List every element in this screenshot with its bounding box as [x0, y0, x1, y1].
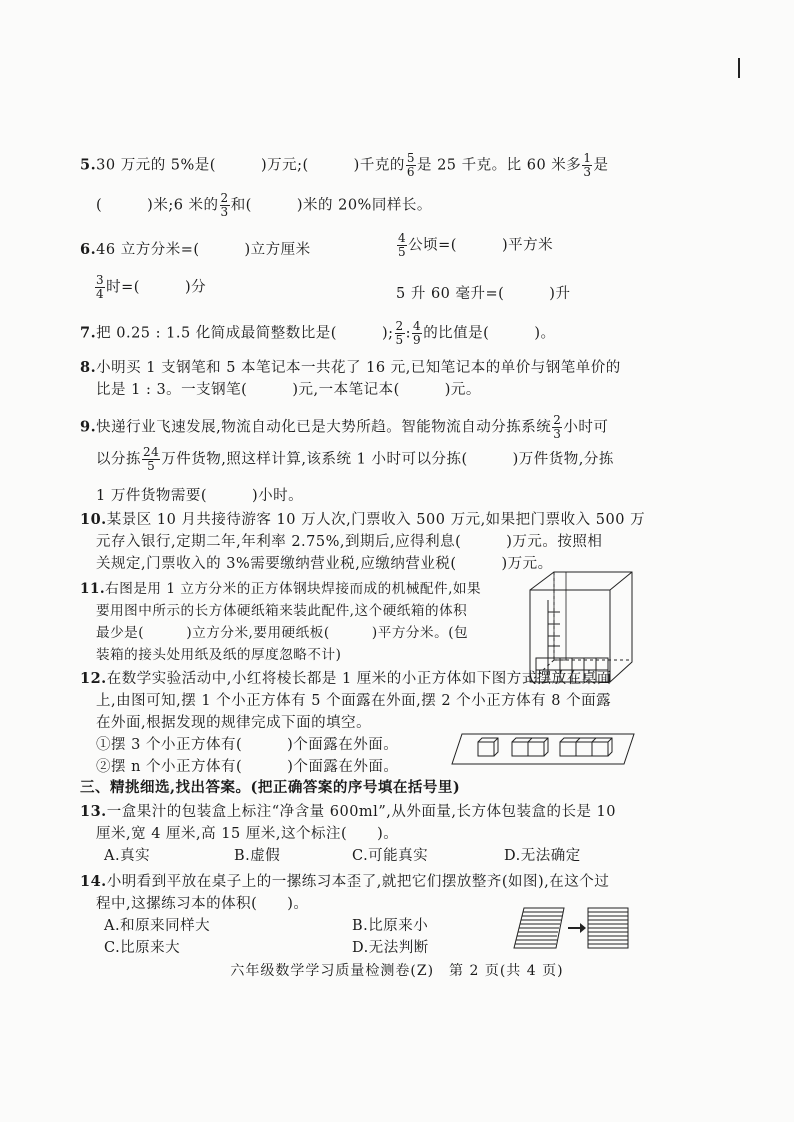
- q9-line2: 以分拣 $\frac{24}{5}$ 万件货物,照这样计算,该系统 1 小时可以分拣( )万件货物,分拣: [96, 445, 614, 473]
- q12-line2: 上,由图可知,摆 1 个小正方体有 5 个面露在外面,摆 2 个小正方体有 8 个面露: [96, 693, 612, 709]
- fraction: $\frac{24}{5}$: [143, 445, 160, 473]
- q5-line1: 5.30 万元的 5%是( )万元;( )千克的 $\frac{5}{6}$ 是 25 千克。比 60 米多 $\frac{1}{3}$ 是: [80, 151, 609, 179]
- q12-line1: 12.在数学实验活动中,小红将棱长都是 1 厘米的小正方体如下图方式摆放在桌面: [80, 670, 612, 687]
- q13-line2: 厘米,宽 4 厘米,高 15 厘米,这个标注( )。: [96, 826, 399, 842]
- scan-mark: [738, 58, 740, 78]
- q14-option-c[interactable]: C.比原来大: [104, 940, 181, 956]
- fraction: $\frac{2}{3}$: [220, 191, 229, 219]
- q14-option-a[interactable]: A.和原来同样大: [104, 918, 211, 934]
- q6-d: 5 升 60 毫升=( )升: [396, 286, 571, 302]
- q12-sub2: ②摆 n 个小正方体有( )个面露在外面。: [96, 759, 399, 775]
- section-3-heading: 三、精挑细选,找出答案。(把正确答案的序号填在括号里): [80, 779, 461, 796]
- q6-c: $\frac{3}{4}$ 时=( )分: [96, 273, 207, 301]
- q12-line3: 在外面,根据发现的规律完成下面的填空。: [96, 715, 372, 731]
- q13-option-c[interactable]: C.可能真实: [352, 848, 429, 864]
- q11-line2: 要用图中所示的长方体硬纸箱来装此配件,这个硬纸箱的体积: [96, 603, 468, 619]
- fraction: $\frac{1}{3}$: [583, 151, 592, 179]
- q14-line1: 14.小明看到平放在桌子上的一摞练习本歪了,就把它们摆放整齐(如图),在这个过: [80, 873, 610, 890]
- fraction: $\frac{4}{9}$: [413, 319, 422, 347]
- q13-option-d[interactable]: D.无法确定: [504, 848, 581, 864]
- q11-line3: 最少是( )立方分米,要用硬纸板( )平方分米。(包: [96, 625, 469, 641]
- fraction: $\frac{5}{6}$: [406, 151, 415, 179]
- q12-sub1: ①摆 3 个小正方体有( )个面露在外面。: [96, 737, 399, 753]
- q13-line1: 13.一盒果汁的包装盒上标注“净含量 600ml”,从外面量,长方体包装盒的长是 10: [80, 803, 617, 820]
- fraction: $\frac{2}{5}$: [395, 319, 404, 347]
- q6-a: 6.46 立方分米=( )立方厘米: [80, 241, 311, 258]
- fraction: $\frac{2}{3}$: [553, 413, 562, 441]
- q13-option-b[interactable]: B.虚假: [234, 848, 281, 864]
- q7-line: 7.把 0.25 : 1.5 化简成最简整数比是( ); $\frac{2}{5}$ : $\frac{4}{9}$ 的比值是( )。: [80, 319, 556, 347]
- q10-line1: 10.某景区 10 月共接待游客 10 万人次,门票收入 500 万元,如果把门票收入 500 万: [80, 511, 646, 528]
- q8-line1: 8.小明买 1 支钢笔和 5 本笔记本一共花了 16 元,已知笔记本的单价与钢笔单价的: [80, 359, 621, 376]
- q9-line1: 9.快递行业飞速发展,物流自动化已是大势所趋。智能物流自动分拣系统 $\frac{2}{3}$ 小时可: [80, 413, 609, 441]
- fraction: $\frac{3}{4}$: [96, 273, 105, 301]
- cubes-figure: [450, 728, 636, 768]
- q11-line4: 装箱的接头处用纸及纸的厚度忽略不计): [96, 647, 342, 663]
- q6-b: $\frac{4}{5}$ 公顷=( )平方米: [398, 231, 554, 259]
- q10-line2: 元存入银行,定期二年,年利率 2.75%,到期后,应得利息( )万元。按照相: [96, 534, 603, 550]
- q14-option-d[interactable]: D.无法判断: [352, 940, 429, 956]
- q10-line3: 关规定,门票收入的 3%需要缴纳营业税,应缴纳营业税( )万元。: [96, 556, 553, 572]
- q9-line3: 1 万件货物需要( )小时。: [96, 488, 304, 504]
- q8-line2: 比是 1 : 3。一支钢笔( )元,一本笔记本( )元。: [96, 382, 481, 398]
- notebooks-figure: [510, 904, 640, 956]
- fraction: $\frac{4}{5}$: [398, 231, 407, 259]
- q14-line2: 程中,这摞练习本的体积( )。: [96, 896, 309, 912]
- q5-line2: ( )米;6 米的 $\frac{2}{3}$ 和( )米的 20%同样长。: [96, 191, 432, 219]
- page-footer: 六年级数学学习质量检测卷(Z) 第 2 页(共 4 页): [230, 963, 564, 979]
- q13-option-a[interactable]: A.真实: [104, 848, 151, 864]
- q11-line1: 11.右图是用 1 立方分米的正方体钢块焊接而成的机械配件,如果: [80, 581, 482, 597]
- q14-option-b[interactable]: B.比原来小: [352, 918, 429, 934]
